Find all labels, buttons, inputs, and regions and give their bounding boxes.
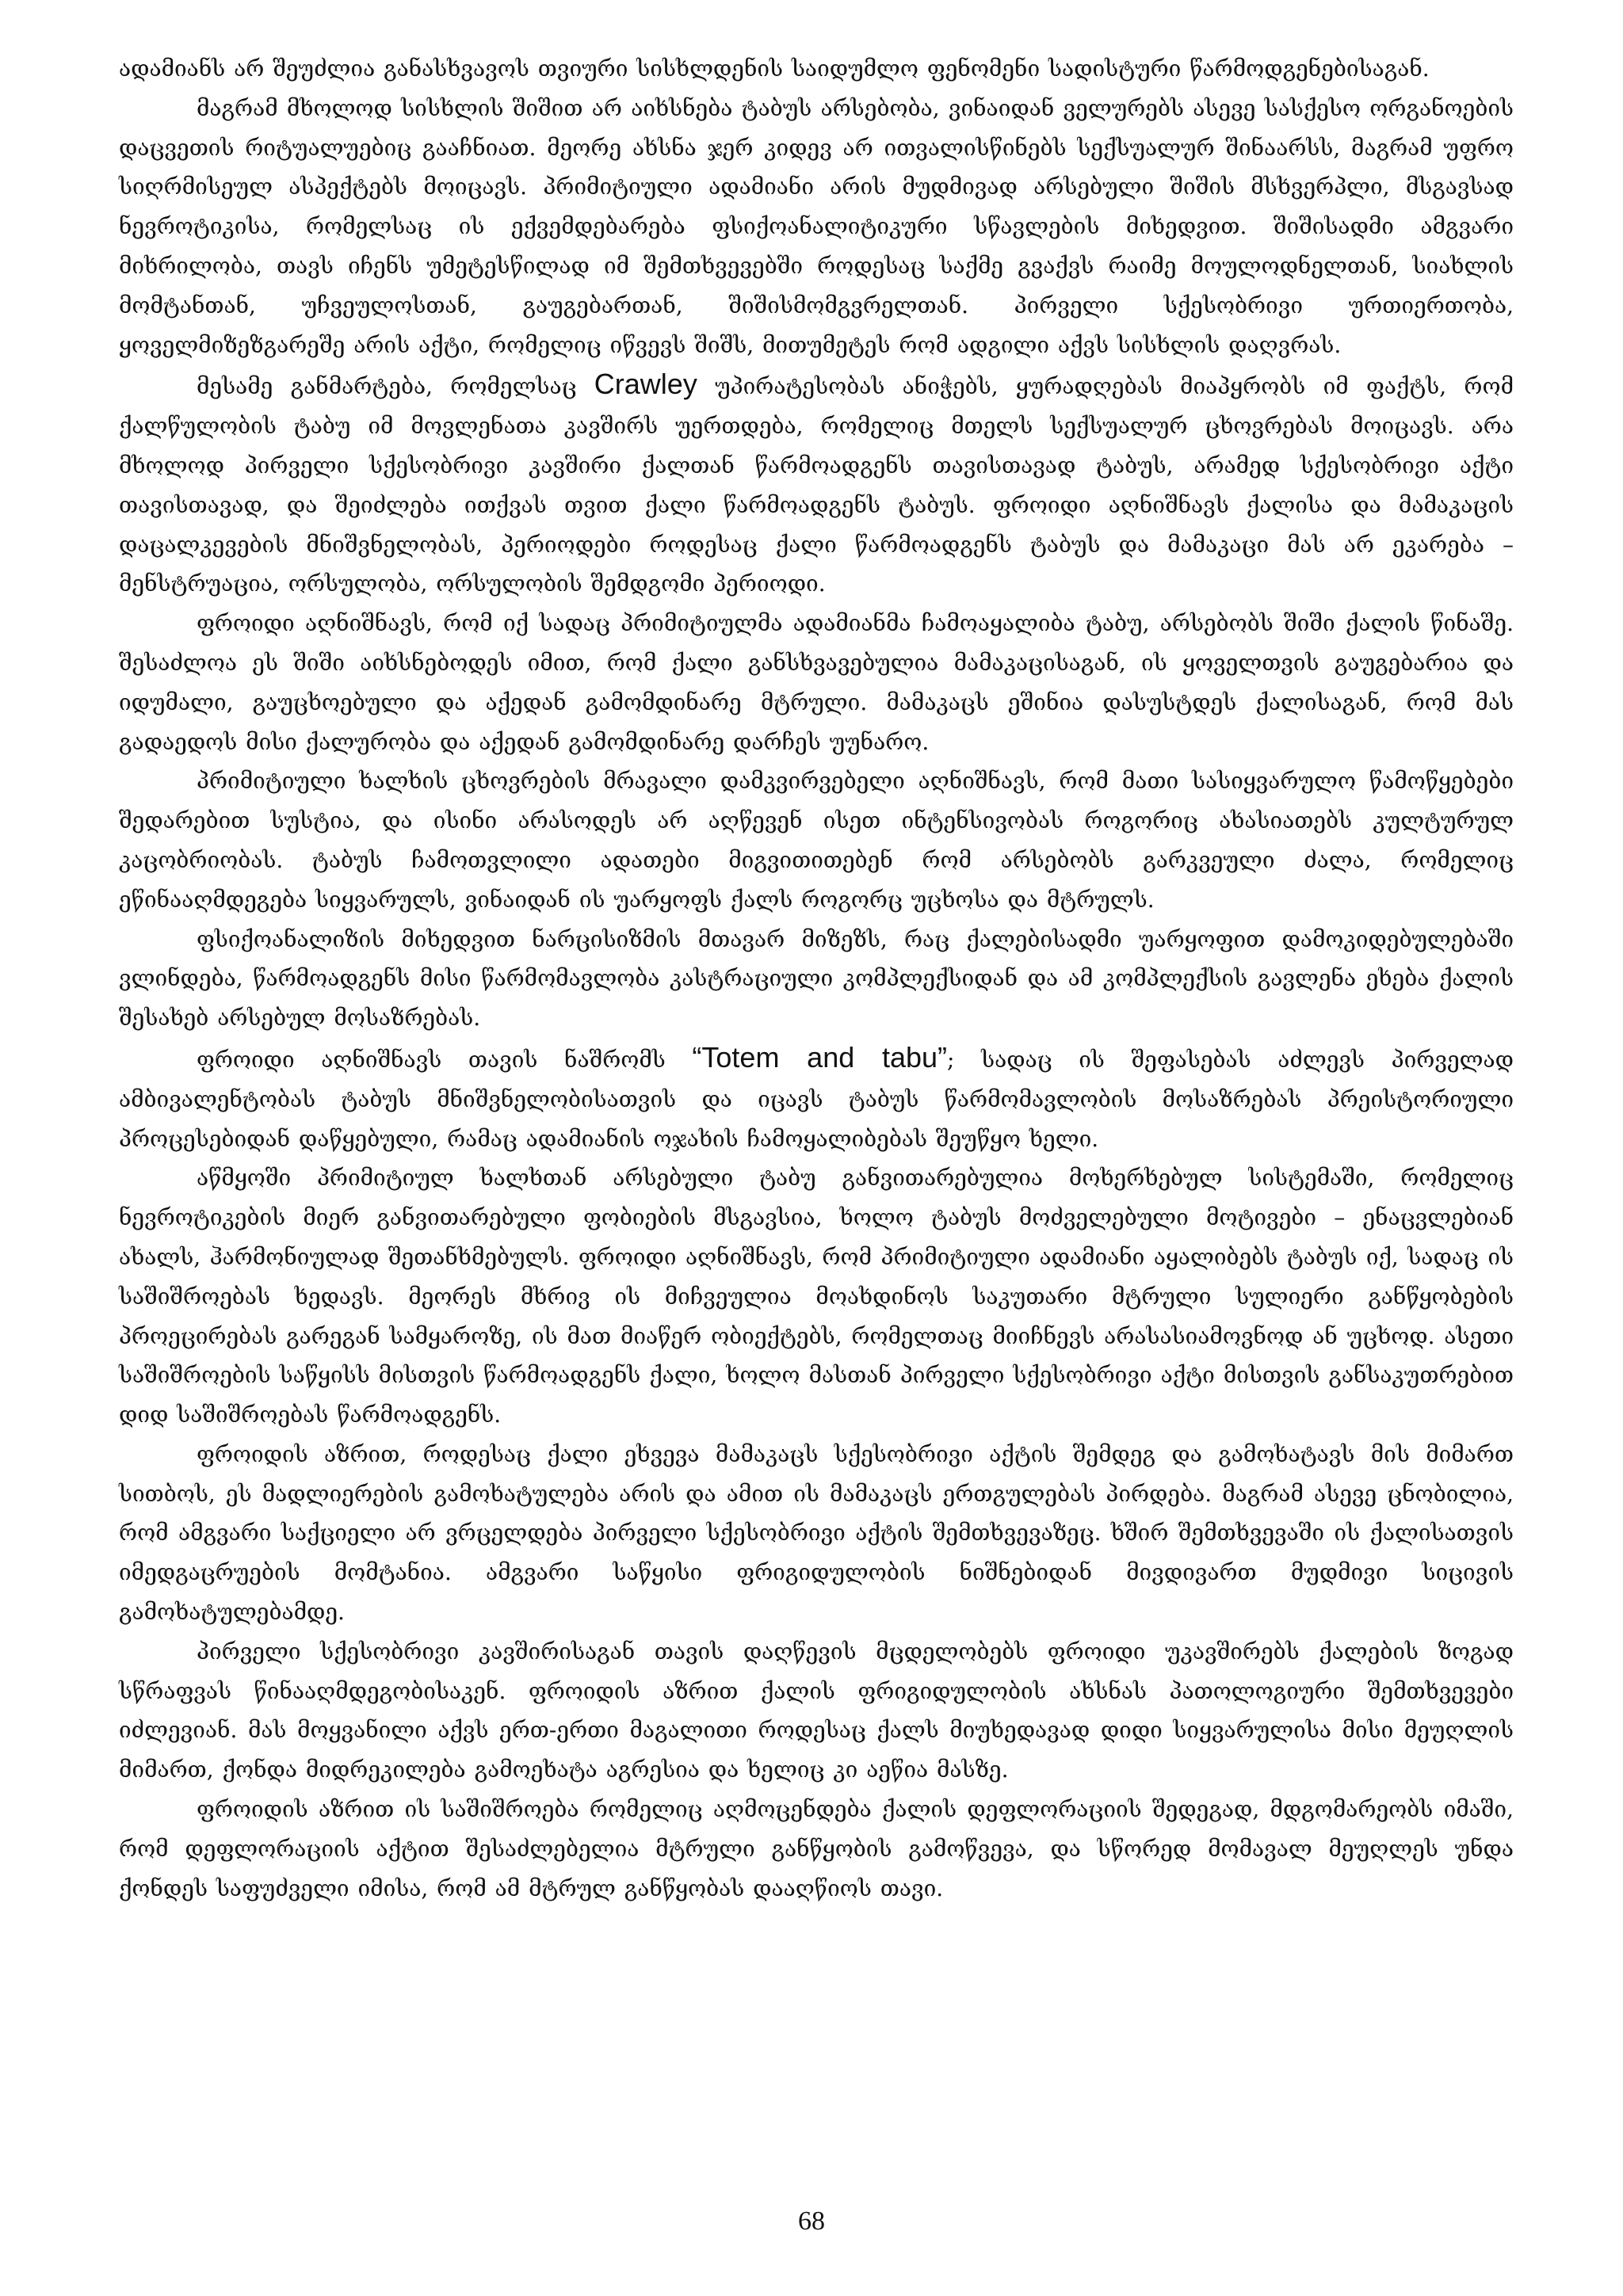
paragraph-text: ფროიდის აზრით ის საშიშროება რომელიც აღმოცენდება ქალის დეფლორაციის შედეგად, მდგომარეობს იმაში, რომ დეფლორაციის აქტით შესაძლებელია მტრული განწყობის გამოწვევა, და სწორედ მომავალ მეუღლეს უნდა ქონდეს საფუძველი იმისა, რომ ამ მტრულ განწყობას დააღწიოს თავი. [119,1796,1514,1901]
paragraph [119,1435,1514,1632]
document-body [119,49,1514,1908]
paragraph [119,1632,1514,1790]
paragraph-text: მესამე განმარტება, რომელსაც [197,373,594,400]
paragraph-text: ფროიდის აზრით, როდესაც ქალი ეხვევა მამაკაცს სქესობრივი აქტის შემდეგ და გამოხატავს მის მიმართ სითბოს, ეს მადლიერების გამოხატულება არის და ამით ის მამაკაცს ერთგულებას პირდება. მაგრამ ასევე ცნობილია, რომ ამგვარი საქციელი არ ვრცელდება პირველი სქესობრივი აქტის შემთხვევაზეც. ხშირ შემთხვევაში ის ქალისათვის იმედგაცრუების მომტანია. ამგვარი საწყისი ფრიგიდულობის ნიშნებიდან მივდივართ მუდმივი სიცივის გამოხატულებამდე. [119,1440,1514,1626]
paragraph [119,604,1514,761]
paragraph [119,1158,1514,1435]
paragraph [119,920,1514,1038]
paragraph [119,761,1514,919]
paragraph-text: მაგრამ მხოლოდ სისხლის შიშით არ აიხსნება ტაბუს არსებობა, ვინაიდან ველურებს ასევე სასქესო ორგანოების დაცვეთის რიტუალუებიც გააჩნიათ. მეორე ახსნა ჯერ კიდევ არ ითვალისწინებს სექსუალურ შინაარსს, მაგრამ უფრო სიღრმისეულ ასპექტებს მოიცავს. პრიმიტიული ადამიანი არის მუდმივად არსებული შიშის მსხვერპლი, მსგავსად ნევროტიკისა, რომელსაც ის ექვემდებარება ფსიქოანალიტიკური სწავლების მიხედვით. შიშისადმი ამგვარი მიხრილობა, თავს იჩენს უმეტესწილად იმ შემთხვევებში როდესაც საქმე გვაქვს რაიმე მოულოდნელთან, სიახლის მომტანთან, უჩვეულოსთან, გაუგებართან, შიშისმომგვრელთან. პირველი სქესობრივი ურთიერთობა, ყოველმიზეზგარეშე არის აქტი, რომელიც იწვევს შიშს, მითუმეტეს რომ ადგილი აქვს სისხლის დაღვრას. [119,94,1514,358]
latin-term: Crawley [594,368,697,401]
paragraph-text: ფროიდი აღნიშნავს, რომ იქ სადაც პრიმიტიულმა ადამიანმა ჩამოაყალიბა ტაბუ, არსებობს შიში ქალის წინაშე. შესაძლოა ეს შიში აიხსნებოდეს იმით, რომ ქალი განსხვავებულია მამაკაცისაგან, ის ყოველთვის გაუგებარია და იდუმალი, გაუცხოებული და აქედან გამომდინარე მტრული. მამაკაცს ეშინია დასუსტდეს ქალისაგან, რომ მას გადაედოს მისი ქალურობა და აქედან გამომდინარე დარჩეს უუნარო. [119,610,1514,755]
paragraph [119,1038,1514,1158]
paragraph-text: პირველი სქესობრივი კავშირისაგან თავის დაღწევის მცდელობებს ფროიდი უკავშირებს ქალების ზოგად სწრაფვას წინააღმდეგობისაკენ. ფროიდის აზრით ქალის ფრიგიდულობის ახსნას პათოლოგიური შემთხვევები იძლევიან. მას მოყვანილი აქვს ერთ-ერთი მაგალითი როდესაც ქალს მიუხედავად დიდი სიყვარულისა მისი მეუღლის მიმართ, ქონდა მიდრეკილება გამოეხატა აგრესია და ხელიც კი აეწია მასზე. [119,1638,1514,1783]
paragraph-text: ფსიქოანალიზის მიხედვით ნარცისიზმის მთავარ მიზეზს, რაც ქალებისადმი უარყოფით დამოკიდებულებაში ვლინდება, წარმოადგენს მისი წარმომავლობა კასტრაციული კომპლექსიდან და ამ კომპლექსის გავლენა ეხება ქალის შესახებ არსებულ მოსაზრებას. [119,925,1514,1032]
paragraph-text: აწმყოში პრიმიტიულ ხალხთან არსებული ტაბუ განვითარებულია მოხერხებულ სისტემაში, რომელიც ნევროტიკების მიერ განვითარებული ფობიების მსგავსია, ხოლო ტაბუს მოძველებული მოტივები – ენაცვლებიან ახალს, ჰარმონიულად შეთანხმებულს. ფროიდი აღნიშნავს, რომ პრიმიტიული ადამიანი აყალიბებს ტაბუს იქ, სადაც ის საშიშროებას ხედავს. მეორეს მხრივ ის მიჩვეულია მოახდინოს საკუთარი მტრული სულიერი განწყობების პროეცირებას გარეგან სამყაროზე, ის მათ მიაწერ ობიექტებს, რომელთაც მიიჩნევს არასასიამოვნოდ ან უცხოდ. ასეთი საშიშროების საწყისს მისთვის წარმოადგენს ქალი, ხოლო მასთან პირველი სქესობრივი აქტი მისთვის განსაკუთრებით დიდ საშიშროებას წარმოადგენს. [119,1165,1514,1428]
paragraph [119,49,1514,89]
paragraph-text: პრიმიტიული ხალხის ცხოვრების მრავალი დამკვირვებელი აღნიშნავს, რომ მათი სასიყვარულო წამოწყებები შედარებით სუსტია, და ისინი არასოდეს არ აღწევენ ისეთ ინტენსივობას როგორიც ახასიათებს კულტურულ კაცობრიობას. ტაბუს ჩამოთვლილი ადათები მიგვითითებენ რომ არსებობს გარკვეული ძალა, რომელიც ეწინააღმდეგება სიყვარულს, ვინაიდან ის უარყოფს ქალს როგორც უცხოსა და მტრულს. [119,768,1514,913]
page-number: 68 [798,2206,825,2236]
paragraph-text: უპირატესობას ანიჭებს, ყურადღებას მიაპყრობს იმ ფაქტს, რომ ქალწულობის ტაბუ იმ მოვლენათა კავშირს უერთდება, რომელიც მთელს სექსუალურ ცხოვრებას მოიცავს. არა მხოლოდ პირველი სქესობრივი კავშირი ქალთან წარმოადგენს თავისთავად ტაბუს, არამედ სქესობრივი აქტი თავისთავად, და შეიძლება ითქვას თვით ქალი წარმოადგენს ტაბუს. ფროიდი აღნიშნავს ქალისა და მამაკაცის დაცალკევების მნიშვნელობას, პერიოდები როდესაც ქალი წარმოადგენს ტაბუს და მამაკაცი მას არ ეკარება – მენსტრუაცია, ორსულობა, ორსულობის შემდგომი პერიოდი. [119,373,1514,597]
latin-term: “Totem and tabu” [692,1040,948,1074]
paragraph [119,89,1514,365]
paragraph [119,1790,1514,1908]
paragraph [119,364,1514,604]
paragraph-text: ფროიდი აღნიშნავს თავის ნაშრომს [197,1046,693,1073]
paragraph-text: ; სადაც ის შეფასებას აძლევს პირველად ამბივალენტობას ტაბუს მნიშვნელობისათვის და იცავს ტაბუს წარმომავლობის მოსაზრებას პრეისტორიული პროცესებიდან დაწყებული, რამაც ადამიანის ოჯახის ჩამოყალიბებას შეუწყო ხელი. [119,1046,1514,1152]
paragraph-text: ადამიანს არ შეუძლია განასხვავოს თვიური სისხლდენის საიდუმლო ფენომენი სადისტური წარმოდგენებისაგან. [119,55,1430,82]
